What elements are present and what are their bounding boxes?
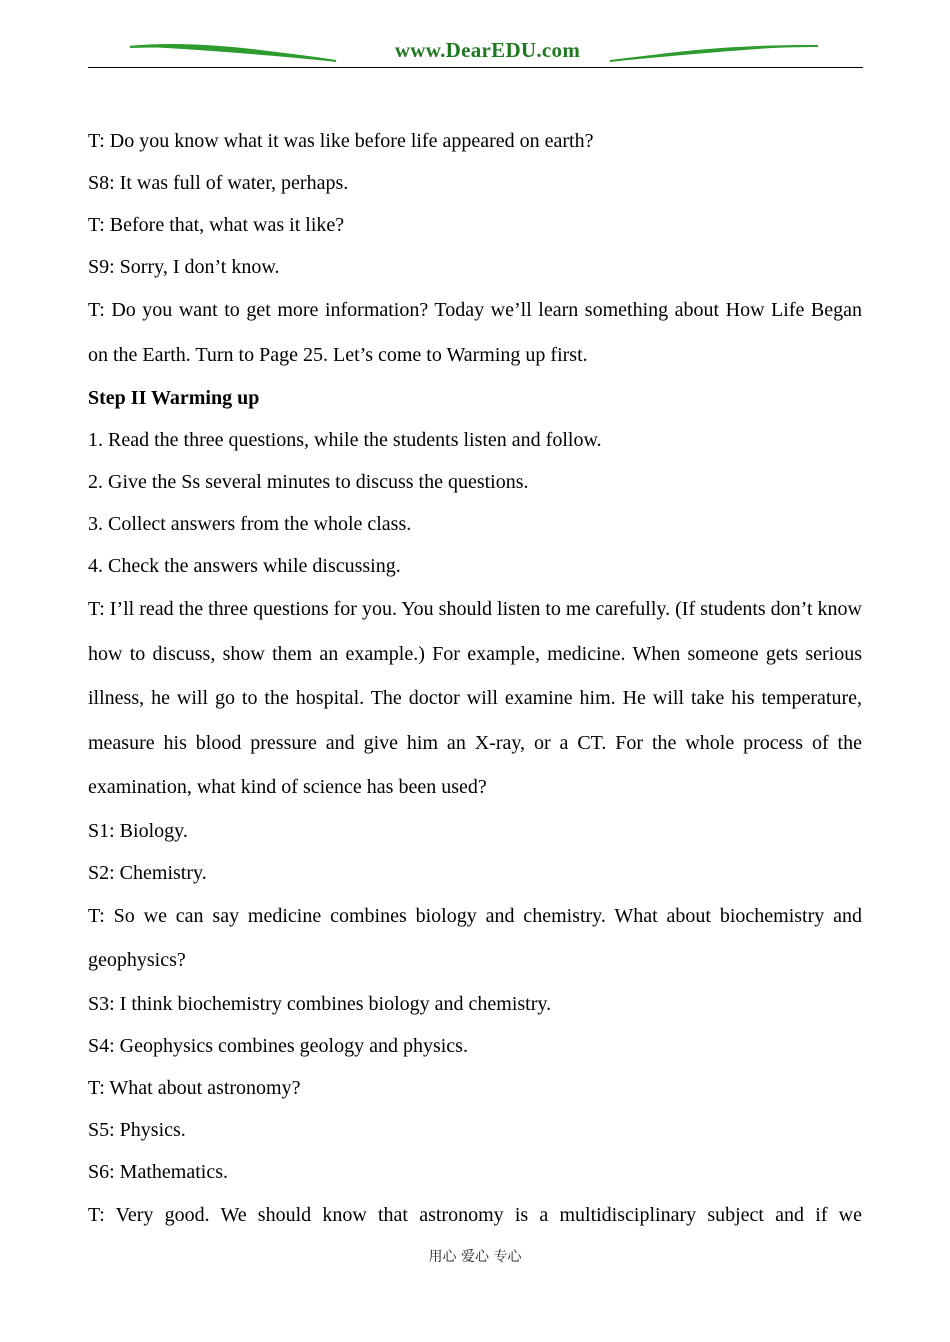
- site-logo-text[interactable]: www.DearEDU.com: [394, 38, 581, 62]
- paragraph: S3: I think biochemistry combines biology and chemistry.: [88, 992, 552, 1015]
- paragraph: T: So we can say medicine combines biology and chemistry. What about biochemistry and geophysics?: [88, 904, 862, 971]
- paragraph: T: Do you know what it was like before life appeared on earth?: [88, 130, 594, 152]
- list-item: 2. Give the Ss several minutes to discuss the questions.: [88, 471, 529, 493]
- paragraph: T: Very good. We should know that astronomy is a multidisciplinary subject and if we: [88, 1203, 862, 1226]
- section-heading: Step II Warming up: [88, 387, 260, 409]
- list-item: 4. Check the answers while discussing.: [88, 555, 401, 577]
- page-header: [88, 36, 863, 68]
- paragraph: S5: Physics.: [88, 1118, 186, 1141]
- list-item: 3. Collect answers from the whole class.: [88, 513, 412, 535]
- document-body: [88, 120, 862, 1237]
- paragraph: T: I’ll read the three questions for you. You should listen to me carefully. (If students don’t know how to discuss, show them an example.) For example, medicine. When someone gets serious illness, he will go to the hospital. The doctor will examine him. He will take his temperature, measure his blood pressure and give him an X-ray, or a CT. For the whole process of the examination, what kind of science has been used?: [88, 598, 862, 798]
- page-footer: 用心 爱心 专心: [428, 1249, 522, 1265]
- paragraph: T: What about astronomy?: [88, 1076, 301, 1099]
- paragraph: S6: Mathematics.: [88, 1160, 228, 1183]
- paragraph: S2: Chemistry.: [88, 861, 207, 884]
- paragraph: S8: It was full of water, perhaps.: [88, 172, 349, 194]
- paragraph: S4: Geophysics combines geology and physics.: [88, 1034, 468, 1057]
- paragraph: S9: Sorry, I don’t know.: [88, 256, 280, 278]
- paragraph: S1: Biology.: [88, 819, 188, 842]
- paragraph: T: Do you want to get more information? Today we’ll learn something about How Life Began on the Earth. Turn to Page 25. Let’s come to Warming up first.: [88, 299, 862, 366]
- list-item: 1. Read the three questions, while the students listen and follow.: [88, 429, 602, 451]
- paragraph: T: Before that, what was it like?: [88, 214, 345, 236]
